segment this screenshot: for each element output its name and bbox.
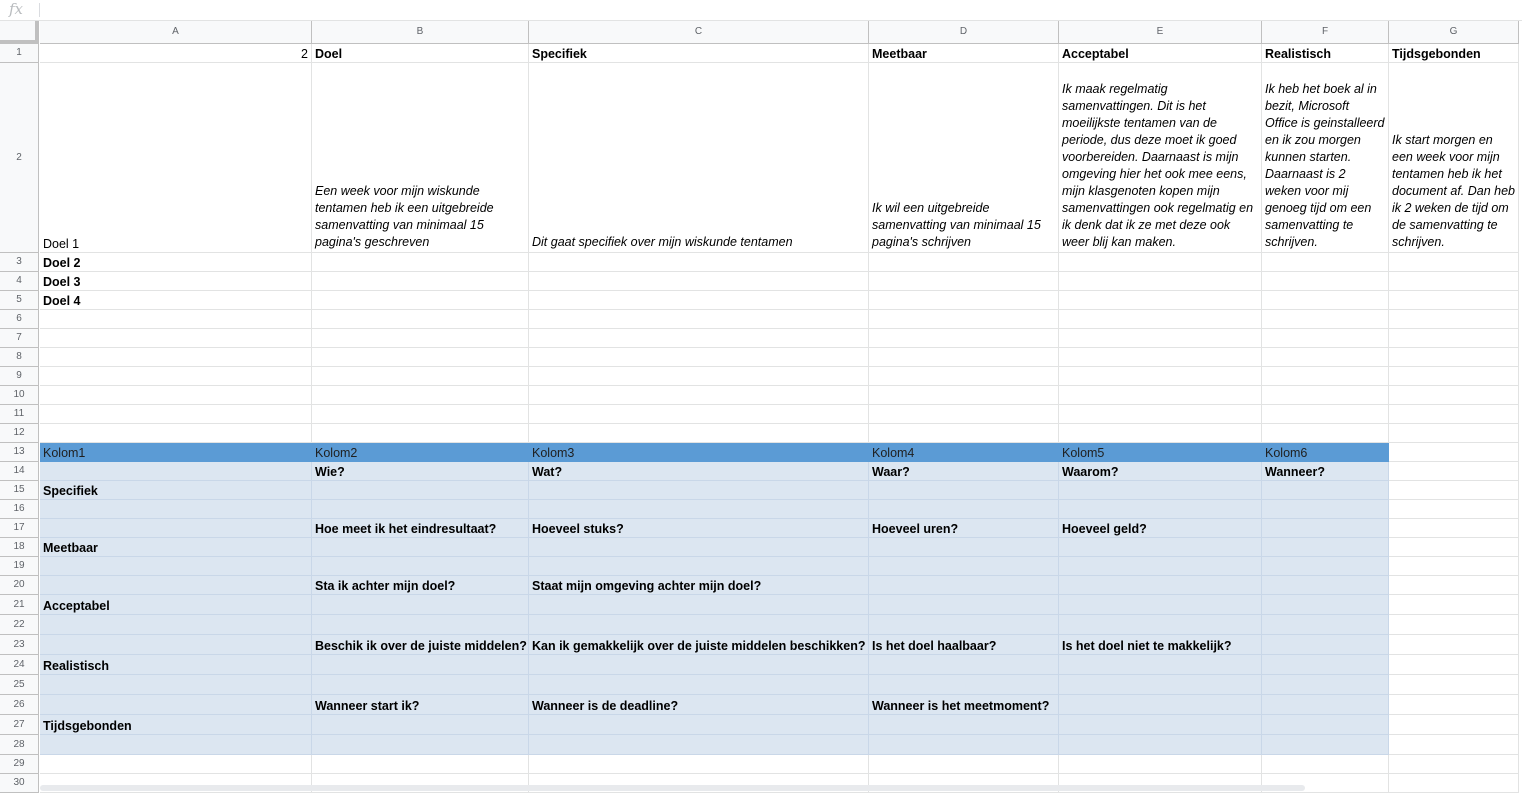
cell-c12[interactable] [529, 424, 869, 443]
cell-b4[interactable] [312, 272, 529, 291]
cell-c29[interactable] [529, 755, 869, 774]
cell-f2[interactable] [1262, 63, 1389, 253]
cell-g18[interactable] [1389, 538, 1519, 557]
cell-a27[interactable] [40, 715, 312, 735]
cell-e12[interactable] [1059, 424, 1262, 443]
cell-text: Beschik ik over de juiste middelen? [315, 639, 527, 653]
cell-e29[interactable] [1059, 755, 1262, 774]
cell-text: Hoeveel stuks? [532, 522, 624, 536]
cell-b25[interactable] [312, 675, 529, 695]
cell-g4[interactable] [1389, 272, 1519, 291]
cell-g10[interactable] [1389, 386, 1519, 405]
cell-a3[interactable] [40, 253, 312, 272]
cell-text: Kolom6 [1265, 446, 1308, 460]
cell-b9[interactable] [312, 367, 529, 386]
cell-text: Ik wil een uitgebreide samenvatting van minimaal 15 pagina's schrijven [872, 201, 1041, 249]
cell-a25[interactable] [40, 675, 312, 695]
cell-text: Doel [315, 47, 343, 61]
cell-g11[interactable] [1389, 405, 1519, 424]
cell-text: Is het doel haalbaar? [872, 639, 997, 653]
cell-text: Kolom1 [43, 446, 86, 460]
cell-b18[interactable] [312, 538, 529, 557]
cell-e14[interactable] [1059, 462, 1262, 481]
row-header-7[interactable]: 7 [0, 329, 39, 348]
cell-g19[interactable] [1389, 557, 1519, 576]
cell-d17[interactable] [869, 519, 1059, 538]
cell-b22[interactable] [312, 615, 529, 635]
cell-text: Wanneer is de deadline? [532, 699, 679, 713]
cell-d7[interactable] [869, 329, 1059, 348]
row-header-9[interactable]: 9 [0, 367, 39, 386]
cell-c10[interactable] [529, 386, 869, 405]
cell-a2[interactable] [40, 63, 312, 253]
cell-d16[interactable] [869, 500, 1059, 519]
row-header-4[interactable]: 4 [0, 272, 39, 291]
cell-c19[interactable] [529, 557, 869, 576]
cell-e20[interactable] [1059, 576, 1262, 595]
cell-g15[interactable] [1389, 481, 1519, 500]
cell-a22[interactable] [40, 615, 312, 635]
cell-a15[interactable] [40, 481, 312, 500]
cell-f17[interactable] [1262, 519, 1389, 538]
cell-a5[interactable] [40, 291, 312, 310]
cell-text: Staat mijn omgeving achter mijn doel? [532, 579, 762, 593]
cell-a29[interactable] [40, 755, 312, 774]
cell-b23[interactable] [312, 635, 529, 655]
cell-b16[interactable] [312, 500, 529, 519]
cell-b24[interactable] [312, 655, 529, 675]
cell-a23[interactable] [40, 635, 312, 655]
cell-c9[interactable] [529, 367, 869, 386]
cell-b20[interactable] [312, 576, 529, 595]
cell-a16[interactable] [40, 500, 312, 519]
row-header-12[interactable]: 12 [0, 424, 39, 443]
cell-f3[interactable] [1262, 253, 1389, 272]
cell-f12[interactable] [1262, 424, 1389, 443]
cell-b6[interactable] [312, 310, 529, 329]
cell-g6[interactable] [1389, 310, 1519, 329]
cell-c26[interactable] [529, 695, 869, 715]
cell-e2[interactable] [1059, 63, 1262, 253]
cell-b2[interactable] [312, 63, 529, 253]
cell-c13[interactable] [529, 443, 869, 462]
cell-text: Doel 1 [43, 237, 80, 251]
cell-d9[interactable] [869, 367, 1059, 386]
row-header-14[interactable]: 14 [0, 462, 39, 481]
row-header-1[interactable]: 1 [0, 44, 39, 63]
cell-c8[interactable] [529, 348, 869, 367]
cell-text: Tijdsgebonden [1392, 47, 1481, 61]
cell-a12[interactable] [40, 424, 312, 443]
cell-d18[interactable] [869, 538, 1059, 557]
cell-d8[interactable] [869, 348, 1059, 367]
row-header-13[interactable]: 13 [0, 443, 39, 462]
cell-e23[interactable] [1059, 635, 1262, 655]
cell-g1[interactable] [1389, 44, 1519, 63]
cell-f10[interactable] [1262, 386, 1389, 405]
cell-a6[interactable] [40, 310, 312, 329]
cell-text: Meetbaar [872, 47, 927, 61]
cell-text: Ik maak regelmatig samenvattingen. Dit is het moeilijkste tentamen van de periode, dus deze moet ik goed voorbereiden. Daarnaast is mijn omgeving hier het ook mee eens, mijn klasgenoten kopen mijn samenvattingen ook regelmatig en ik denk dat ik ze met deze ook weer blij kan maken. [1062, 82, 1254, 249]
cell-f28[interactable] [1262, 735, 1389, 755]
cell-g8[interactable] [1389, 348, 1519, 367]
cell-b3[interactable] [312, 253, 529, 272]
cell-e19[interactable] [1059, 557, 1262, 576]
cell-c5[interactable] [529, 291, 869, 310]
cell-d10[interactable] [869, 386, 1059, 405]
cell-f27[interactable] [1262, 715, 1389, 735]
cell-b26[interactable] [312, 695, 529, 715]
row-header-25[interactable]: 25 [0, 675, 39, 695]
cell-c22[interactable] [529, 615, 869, 635]
cell-e16[interactable] [1059, 500, 1262, 519]
cell-e24[interactable] [1059, 655, 1262, 675]
cell-d5[interactable] [869, 291, 1059, 310]
cell-a1[interactable] [40, 44, 312, 63]
cell-d21[interactable] [869, 595, 1059, 615]
column-header-c[interactable]: C [529, 21, 869, 44]
cell-e5[interactable] [1059, 291, 1262, 310]
column-header-d[interactable]: D [869, 21, 1059, 44]
cell-g23[interactable] [1389, 635, 1519, 655]
cell-d15[interactable] [869, 481, 1059, 500]
cell-e11[interactable] [1059, 405, 1262, 424]
cell-text: Sta ik achter mijn doel? [315, 579, 456, 593]
row-header-29[interactable]: 29 [0, 755, 39, 774]
row-header-11[interactable]: 11 [0, 405, 39, 424]
cell-b5[interactable] [312, 291, 529, 310]
cell-d20[interactable] [869, 576, 1059, 595]
cell-a14[interactable] [40, 462, 312, 481]
cell-e22[interactable] [1059, 615, 1262, 635]
cell-b12[interactable] [312, 424, 529, 443]
cell-text: Wat? [532, 465, 563, 479]
cell-f14[interactable] [1262, 462, 1389, 481]
cell-f21[interactable] [1262, 595, 1389, 615]
row-header-10[interactable]: 10 [0, 386, 39, 405]
cell-b15[interactable] [312, 481, 529, 500]
cell-f20[interactable] [1262, 576, 1389, 595]
cell-a19[interactable] [40, 557, 312, 576]
row-header-17[interactable]: 17 [0, 519, 39, 538]
row-header-23[interactable]: 23 [0, 635, 39, 655]
cell-f22[interactable] [1262, 615, 1389, 635]
row-header-6[interactable]: 6 [0, 310, 39, 329]
cell-g2[interactable] [1389, 63, 1519, 253]
cell-d1[interactable] [869, 44, 1059, 63]
cell-f23[interactable] [1262, 635, 1389, 655]
cell-text: Ik heb het boek al in bezit, Microsoft Office is geinstalleerd en ik zou morgen kunnen starten. Daarnaast is 2 weken voor mij genoeg tijd om een samenvatting te schrijven. [1265, 82, 1385, 249]
cell-text: Doel 3 [43, 275, 81, 289]
cell-e15[interactable] [1059, 481, 1262, 500]
row-header-30[interactable]: 30 [0, 774, 39, 793]
cell-e25[interactable] [1059, 675, 1262, 695]
cell-text: Wanneer start ik? [315, 699, 420, 713]
cell-d25[interactable] [869, 675, 1059, 695]
cell-a13[interactable] [40, 443, 312, 462]
cell-a8[interactable] [40, 348, 312, 367]
cell-c7[interactable] [529, 329, 869, 348]
cell-b13[interactable] [312, 443, 529, 462]
cell-e13[interactable] [1059, 443, 1262, 462]
cell-text: Dit gaat specifiek over mijn wiskunde tentamen [532, 235, 793, 249]
cell-b28[interactable] [312, 735, 529, 755]
cell-f25[interactable] [1262, 675, 1389, 695]
cell-d23[interactable] [869, 635, 1059, 655]
cell-b8[interactable] [312, 348, 529, 367]
cell-f7[interactable] [1262, 329, 1389, 348]
cell-e3[interactable] [1059, 253, 1262, 272]
cell-a4[interactable] [40, 272, 312, 291]
cell-f1[interactable] [1262, 44, 1389, 63]
cell-d4[interactable] [869, 272, 1059, 291]
cell-b29[interactable] [312, 755, 529, 774]
cell-a10[interactable] [40, 386, 312, 405]
cell-d27[interactable] [869, 715, 1059, 735]
column-header-a[interactable]: A [40, 21, 312, 44]
cell-e9[interactable] [1059, 367, 1262, 386]
cell-g28[interactable] [1389, 735, 1519, 755]
cell-a18[interactable] [40, 538, 312, 557]
column-header-b[interactable]: B [312, 21, 529, 44]
cell-g22[interactable] [1389, 615, 1519, 635]
row-header-28[interactable]: 28 [0, 735, 39, 755]
cell-f13[interactable] [1262, 443, 1389, 462]
cell-g17[interactable] [1389, 519, 1519, 538]
cell-text: Doel 4 [43, 294, 81, 308]
cell-f4[interactable] [1262, 272, 1389, 291]
cell-g5[interactable] [1389, 291, 1519, 310]
cell-text: Kolom3 [532, 446, 575, 460]
cell-f8[interactable] [1262, 348, 1389, 367]
cell-f19[interactable] [1262, 557, 1389, 576]
cell-g20[interactable] [1389, 576, 1519, 595]
cell-text: Kolom5 [1062, 446, 1105, 460]
cell-g13[interactable] [1389, 443, 1519, 462]
row-header-21[interactable]: 21 [0, 595, 39, 615]
cell-d13[interactable] [869, 443, 1059, 462]
cell-b7[interactable] [312, 329, 529, 348]
cell-text: Meetbaar [43, 541, 98, 555]
cell-text: Waarom? [1062, 465, 1119, 479]
cell-e7[interactable] [1059, 329, 1262, 348]
cell-g24[interactable] [1389, 655, 1519, 675]
cell-text: Acceptabel [43, 599, 110, 613]
cell-text: Kolom4 [872, 446, 915, 460]
select-all-corner[interactable] [0, 21, 39, 44]
cell-f6[interactable] [1262, 310, 1389, 329]
cell-d28[interactable] [869, 735, 1059, 755]
cell-g7[interactable] [1389, 329, 1519, 348]
cell-d29[interactable] [869, 755, 1059, 774]
cell-a7[interactable] [40, 329, 312, 348]
cell-g25[interactable] [1389, 675, 1519, 695]
cell-g14[interactable] [1389, 462, 1519, 481]
row-header-22[interactable]: 22 [0, 615, 39, 635]
horizontal-scrollbar[interactable] [40, 785, 1305, 791]
cell-d3[interactable] [869, 253, 1059, 272]
cell-a21[interactable] [40, 595, 312, 615]
cell-text: Hoeveel uren? [872, 522, 959, 536]
cell-f5[interactable] [1262, 291, 1389, 310]
cell-g30[interactable] [1389, 774, 1519, 793]
cell-text: Waar? [872, 465, 910, 479]
cell-text: Realistisch [1265, 47, 1332, 61]
cell-c25[interactable] [529, 675, 869, 695]
cell-text: Acceptabel [1062, 47, 1129, 61]
cell-text: Wanneer is het meetmoment? [872, 699, 1050, 713]
cell-text: 2 [301, 47, 308, 61]
cell-text: Wanneer? [1265, 465, 1325, 479]
cell-d2[interactable] [869, 63, 1059, 253]
cell-f29[interactable] [1262, 755, 1389, 774]
cell-g21[interactable] [1389, 595, 1519, 615]
column-header-g[interactable]: G [1389, 21, 1519, 44]
cell-f26[interactable] [1262, 695, 1389, 715]
cell-e6[interactable] [1059, 310, 1262, 329]
cell-d26[interactable] [869, 695, 1059, 715]
cell-f11[interactable] [1262, 405, 1389, 424]
cell-text: Ik start morgen en een week voor mijn tentamen heb ik het document af. Dan heb ik 2 weken de tijd om de samenvatting te schrijven. [1392, 133, 1515, 249]
row-header-16[interactable]: 16 [0, 500, 39, 519]
cell-b19[interactable] [312, 557, 529, 576]
cell-c4[interactable] [529, 272, 869, 291]
cell-c11[interactable] [529, 405, 869, 424]
cell-text: Specifiek [43, 484, 98, 498]
fx-icon: fx [9, 0, 24, 18]
cell-a9[interactable] [40, 367, 312, 386]
cell-text: Hoeveel geld? [1062, 522, 1147, 536]
cell-c3[interactable] [529, 253, 869, 272]
cell-a28[interactable] [40, 735, 312, 755]
cell-b11[interactable] [312, 405, 529, 424]
cell-c24[interactable] [529, 655, 869, 675]
cell-d19[interactable] [869, 557, 1059, 576]
cell-text: Kan ik gemakkelijk over de juiste middelen beschikken? [532, 639, 866, 653]
cell-c20[interactable] [529, 576, 869, 595]
cell-g27[interactable] [1389, 715, 1519, 735]
cell-a17[interactable] [40, 519, 312, 538]
cell-e10[interactable] [1059, 386, 1262, 405]
cell-e17[interactable] [1059, 519, 1262, 538]
cell-text: Specifiek [532, 47, 587, 61]
row-header-19[interactable]: 19 [0, 557, 39, 576]
cell-g9[interactable] [1389, 367, 1519, 386]
cell-a24[interactable] [40, 655, 312, 675]
cell-text: Doel 2 [43, 256, 81, 270]
cell-b1[interactable] [312, 44, 529, 63]
cell-text: Realistisch [43, 659, 110, 673]
row-header-2[interactable]: 2 [0, 63, 39, 253]
cell-g26[interactable] [1389, 695, 1519, 715]
cell-e8[interactable] [1059, 348, 1262, 367]
cell-c23[interactable] [529, 635, 869, 655]
cell-e18[interactable] [1059, 538, 1262, 557]
cell-c6[interactable] [529, 310, 869, 329]
cell-d6[interactable] [869, 310, 1059, 329]
cell-f24[interactable] [1262, 655, 1389, 675]
column-header-f[interactable]: F [1262, 21, 1389, 44]
row-header-15[interactable]: 15 [0, 481, 39, 500]
cell-c28[interactable] [529, 735, 869, 755]
cell-g16[interactable] [1389, 500, 1519, 519]
cell-e26[interactable] [1059, 695, 1262, 715]
cell-e21[interactable] [1059, 595, 1262, 615]
cell-text: Wie? [315, 465, 345, 479]
cell-c17[interactable] [529, 519, 869, 538]
cell-text: Tijdsgebonden [43, 719, 132, 733]
cell-c18[interactable] [529, 538, 869, 557]
cell-e4[interactable] [1059, 272, 1262, 291]
row-header-26[interactable]: 26 [0, 695, 39, 715]
cell-a26[interactable] [40, 695, 312, 715]
cell-c2[interactable] [529, 63, 869, 253]
cell-e1[interactable] [1059, 44, 1262, 63]
cell-c21[interactable] [529, 595, 869, 615]
cell-d24[interactable] [869, 655, 1059, 675]
cell-d22[interactable] [869, 615, 1059, 635]
cell-b10[interactable] [312, 386, 529, 405]
row-header-20[interactable]: 20 [0, 576, 39, 595]
cell-g12[interactable] [1389, 424, 1519, 443]
cell-f16[interactable] [1262, 500, 1389, 519]
cell-d12[interactable] [869, 424, 1059, 443]
cell-c16[interactable] [529, 500, 869, 519]
cell-text: Is het doel niet te makkelijk? [1062, 639, 1232, 653]
cell-g3[interactable] [1389, 253, 1519, 272]
cell-g29[interactable] [1389, 755, 1519, 774]
cell-c1[interactable] [529, 44, 869, 63]
row-header-18[interactable]: 18 [0, 538, 39, 557]
cell-d11[interactable] [869, 405, 1059, 424]
cell-f15[interactable] [1262, 481, 1389, 500]
row-header-24[interactable]: 24 [0, 655, 39, 675]
cell-b27[interactable] [312, 715, 529, 735]
row-header-3[interactable]: 3 [0, 253, 39, 272]
cell-a20[interactable] [40, 576, 312, 595]
row-header-5[interactable]: 5 [0, 291, 39, 310]
cell-e27[interactable] [1059, 715, 1262, 735]
formula-input[interactable] [46, 0, 1522, 20]
cell-e28[interactable] [1059, 735, 1262, 755]
cell-c27[interactable] [529, 715, 869, 735]
cell-b14[interactable] [312, 462, 529, 481]
cell-d14[interactable] [869, 462, 1059, 481]
cell-f9[interactable] [1262, 367, 1389, 386]
cell-text: Hoe meet ik het eindresultaat? [315, 522, 497, 536]
formula-bar [0, 0, 1522, 21]
cell-text: Kolom2 [315, 446, 358, 460]
row-header-27[interactable]: 27 [0, 715, 39, 735]
cell-c15[interactable] [529, 481, 869, 500]
cell-c14[interactable] [529, 462, 869, 481]
formula-bar-divider [39, 3, 40, 17]
cell-text: Een week voor mijn wiskunde tentamen heb ik een uitgebreide samenvatting van minimaal 15 pagina's geschreven [315, 184, 494, 249]
cell-b21[interactable] [312, 595, 529, 615]
cell-f18[interactable] [1262, 538, 1389, 557]
cell-b17[interactable] [312, 519, 529, 538]
column-header-e[interactable]: E [1059, 21, 1262, 44]
row-header-8[interactable]: 8 [0, 348, 39, 367]
cell-a11[interactable] [40, 405, 312, 424]
